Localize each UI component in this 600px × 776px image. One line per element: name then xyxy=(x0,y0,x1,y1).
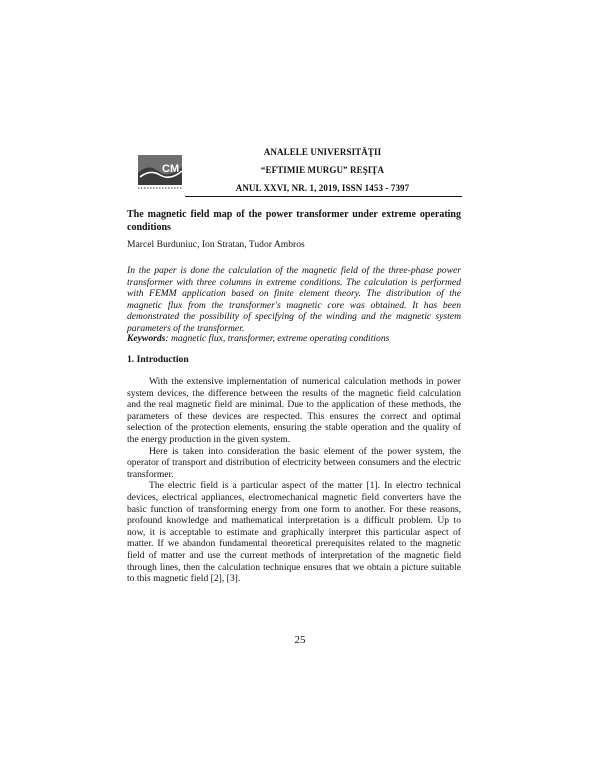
paragraph: The electric field is a particular aspect of the matter [1]. In electro technical devices, electrical appliances, electromechanical magnetic field converters have the basic function of transforming energy from one form to another. For these reasons, profound knowledge and mathematical interpretation is a difficult problem. Up to now, it is acceptable to estimate and graphically interpret this particular aspect of matter. If we abandon fundamental theoretical prerequisites related to the magnetic field of matter and use the current methods of interpretation of the magnetic field through lines, then the calculation technique ensures that we obtain a picture suitable to this magnetic field [2], [3]. xyxy=(127,480,461,585)
paragraph: Here is taken into consideration the basic element of the power system, the operator of transport and distribution of electricity between consumers and the electric transformer. xyxy=(127,445,461,480)
paper-authors: Marcel Burduniuc, Ion Stratan, Tudor Ambros xyxy=(127,239,305,250)
paper-keywords xyxy=(127,333,461,345)
journal-subtitle: “EFTIMIE MURGU” REŞIŢA xyxy=(260,165,385,175)
paragraph: With the extensive implementation of numerical calculation methods in power system devices, the difference between the results of the magnetic field calculation and the real magnetic field are minimal. Due to the application of these methods, the parameters of these devices are respected. This ensures the correct and optimal selection of the protection elements, ensuring the stable operation and the quality of the energy production in the given system. xyxy=(127,376,461,445)
body-text xyxy=(127,376,461,585)
logo-text: CM xyxy=(162,163,180,175)
journal-issue: ANUL XXVI, NR. 1, 2019, ISSN 1453 - 7397 xyxy=(235,183,410,193)
page-number: 25 xyxy=(294,634,306,646)
keywords-text: : magnetic flux, transformer, extreme operating conditions xyxy=(165,333,390,344)
section-heading: 1. Introduction xyxy=(127,354,189,365)
paper-abstract: In the paper is done the calculation of the magnetic field of the three-phase power transformer with three columns in extreme conditions. The calculation is performed with FEMM application based on finite element theory. The distribution of the magnetic flux from the transformer's magnetic core was obtained. It has been demonstrated the possibility of specifying of the winding and the magnetic system parameters of the transformer. xyxy=(127,265,461,334)
paper-title: The magnetic field map of the power transformer under extreme operating conditions xyxy=(127,209,461,233)
keywords-label: Keywords xyxy=(127,333,166,344)
journal-logo xyxy=(136,153,184,191)
header-divider xyxy=(185,196,462,197)
journal-name: ANALELE UNIVERSITĂŢII xyxy=(263,147,382,157)
